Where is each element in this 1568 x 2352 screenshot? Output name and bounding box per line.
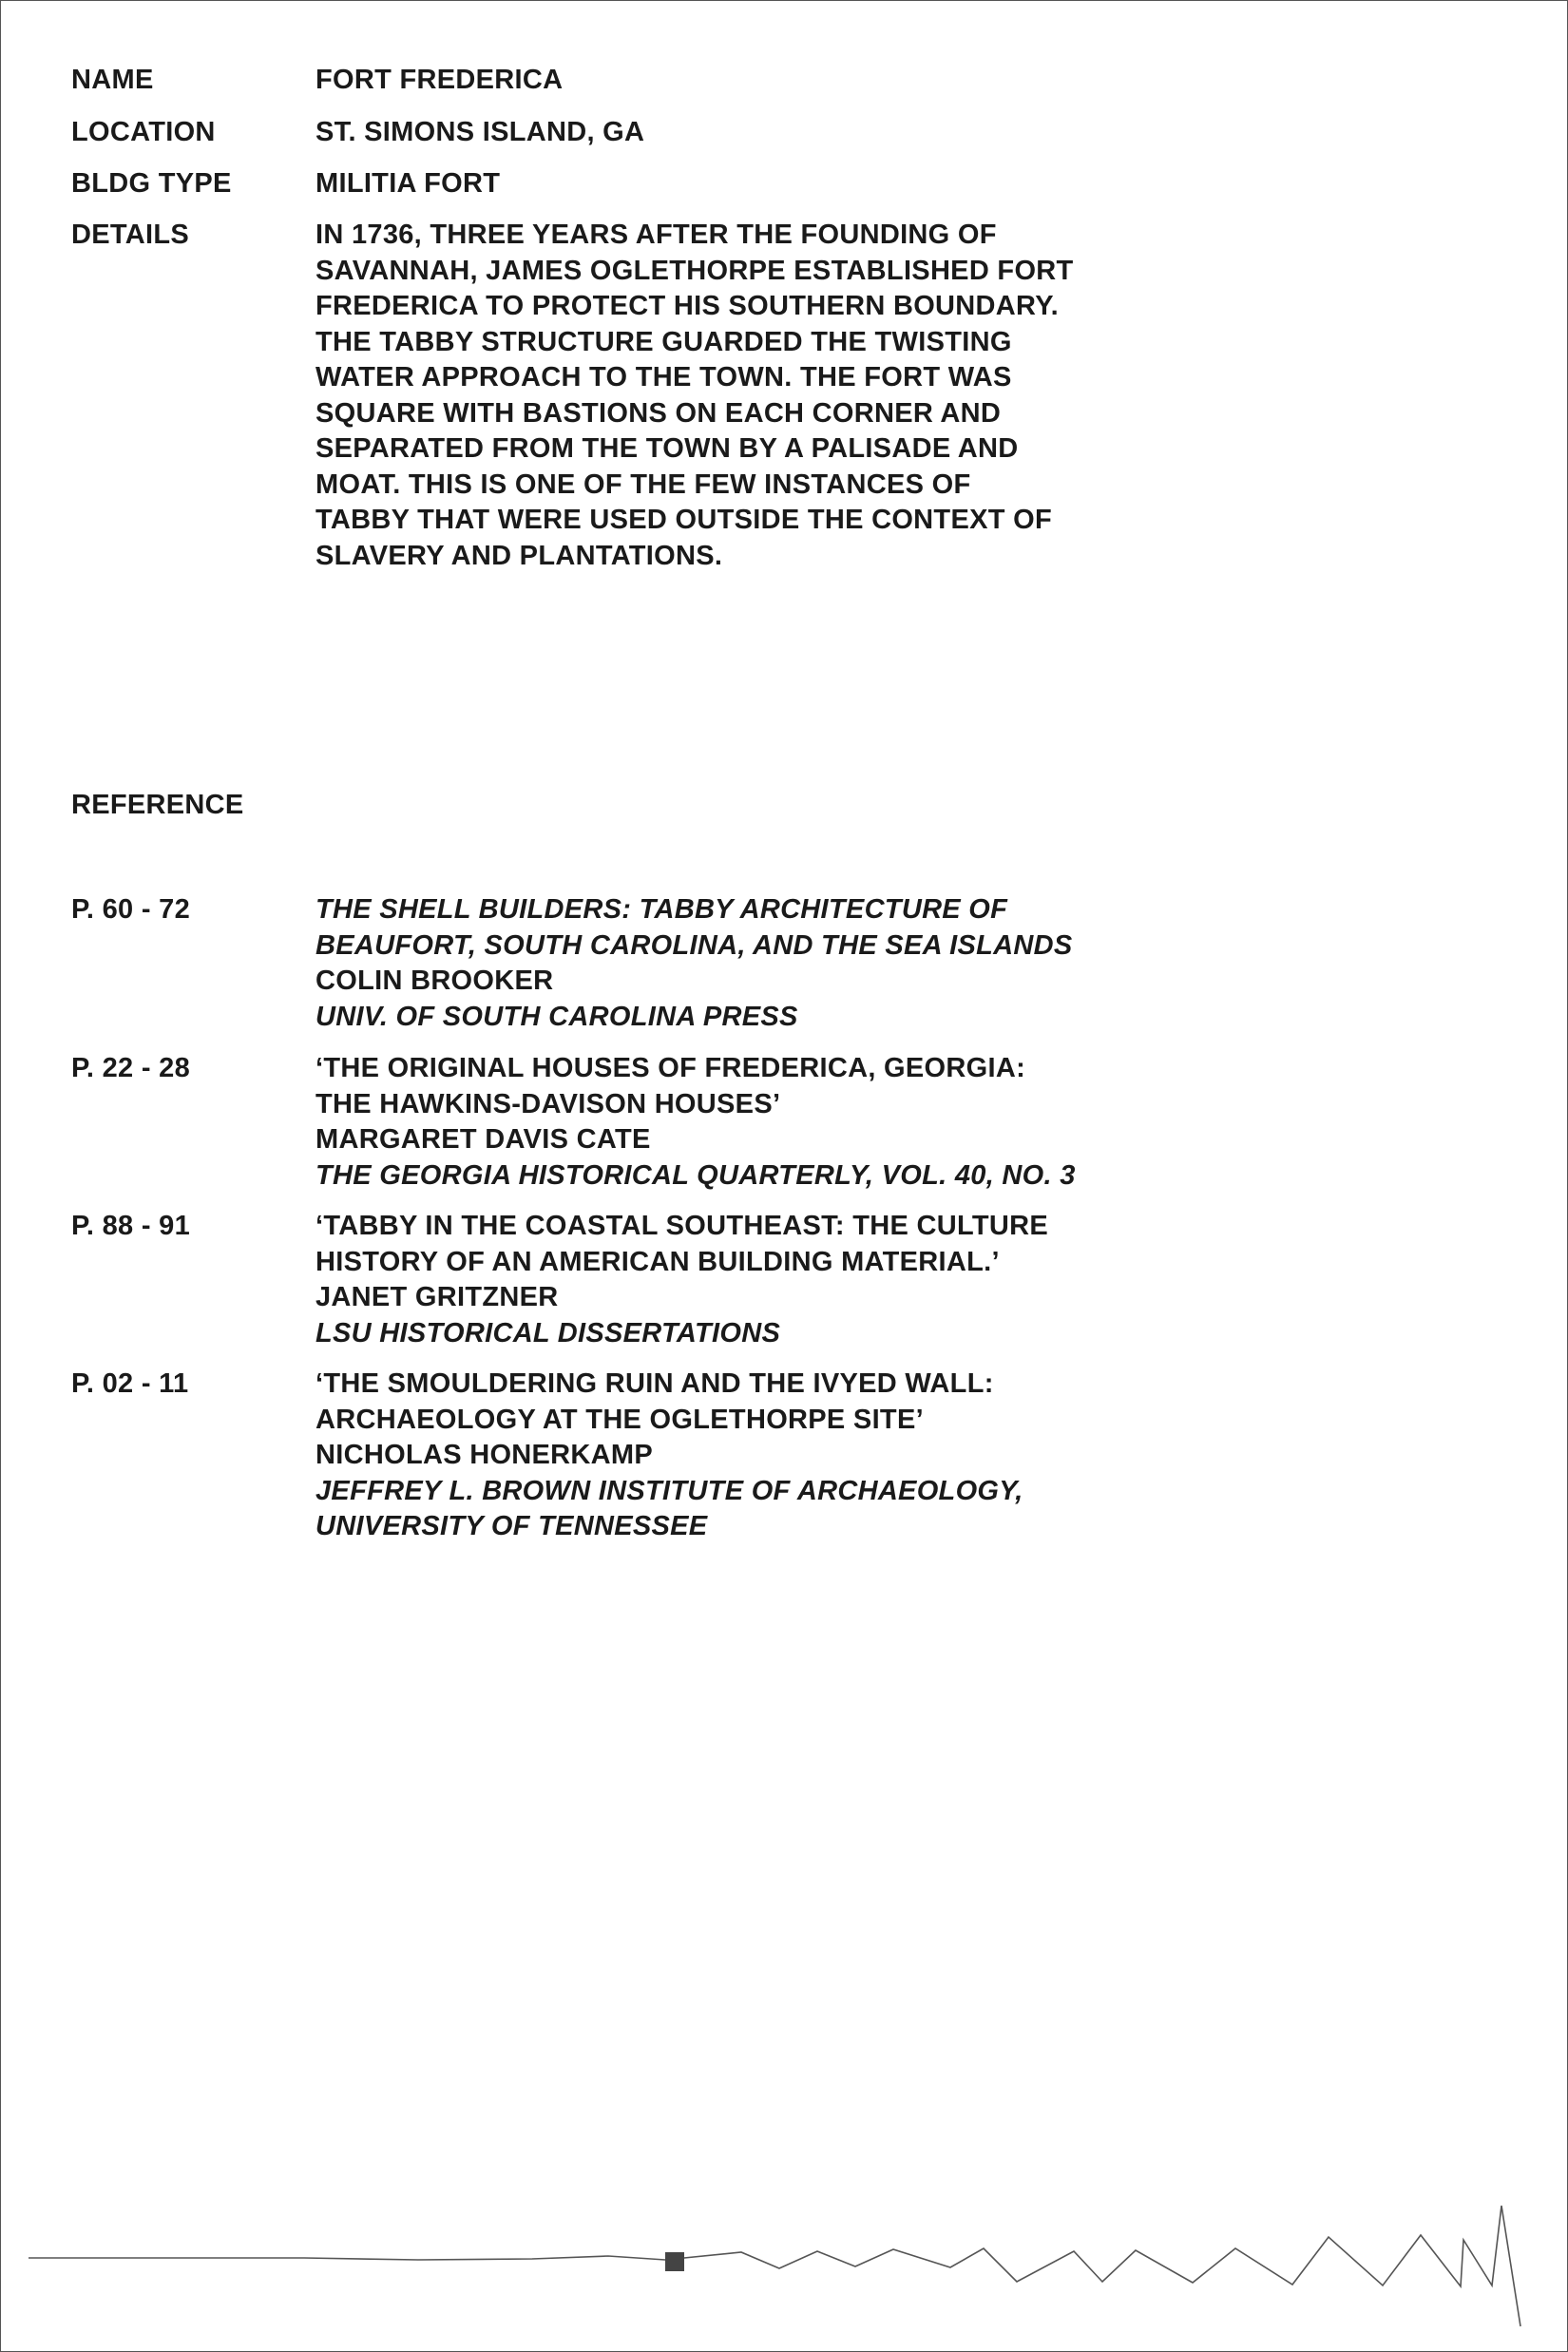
reference-title-line: ‘THE SMOULDERING RUIN AND THE IVYED WALL:	[316, 1368, 994, 1399]
details-label: DETAILS	[71, 220, 190, 250]
reference-title-line: THE HAWKINS-DAVISON HOUSES’	[316, 1088, 781, 1119]
details-line: THE TABBY STRUCTURE GUARDED THE TWISTING	[316, 326, 1012, 357]
location-value: ST. SIMONS ISLAND, GA	[316, 117, 645, 147]
details-line: SLAVERY AND PLANTATIONS.	[316, 540, 723, 571]
details-line: SAVANNAH, JAMES OGLETHORPE ESTABLISHED FORT	[316, 255, 1074, 286]
reference-pages: P. 02 - 11	[71, 1368, 189, 1399]
details-line: SEPARATED FROM THE TOWN BY A PALISADE AND	[316, 433, 1019, 464]
reference-author: JANET GRITZNER	[316, 1282, 559, 1312]
reference-pages: P. 60 - 72	[71, 894, 191, 925]
name-label: NAME	[71, 65, 154, 95]
details-line: TABBY THAT WERE USED OUTSIDE THE CONTEXT OF	[316, 505, 1052, 535]
reference-heading: REFERENCE	[71, 790, 244, 820]
reference-title-line: ‘THE ORIGINAL HOUSES OF FREDERICA, GEORGIA:	[316, 1053, 1026, 1083]
details-line: SQUARE WITH BASTIONS ON EACH CORNER AND	[316, 397, 1002, 429]
details-line: FREDERICA TO PROTECT HIS SOUTHERN BOUNDARY.	[316, 291, 1059, 321]
reference-publisher-line: LSU HISTORICAL DISSERTATIONS	[316, 1317, 781, 1348]
reference-title-line: BEAUFORT, SOUTH CAROLINA, AND THE SEA ISLANDS	[316, 929, 1073, 961]
reference-author: COLIN BROOKER	[316, 966, 554, 996]
reference-pages: P. 22 - 28	[71, 1053, 191, 1083]
wave-path	[29, 2206, 1520, 2326]
reference-title-line: ‘TABBY IN THE COASTAL SOUTHEAST: THE CULTURE	[316, 1211, 1048, 1241]
details-line: MOAT. THIS IS ONE OF THE FEW INSTANCES OF	[316, 468, 971, 500]
position-marker	[665, 2252, 684, 2271]
reference-author: NICHOLAS HONERKAMP	[316, 1440, 654, 1470]
reference-title-line: HISTORY OF AN AMERICAN BUILDING MATERIAL.’	[316, 1246, 1000, 1277]
reference-pages: P. 88 - 91	[71, 1211, 191, 1241]
reference-title-line: ARCHAEOLOGY AT THE OGLETHORPE SITE’	[316, 1404, 924, 1435]
reference-publisher-line: JEFFREY L. BROWN INSTITUTE OF ARCHAEOLOGY,	[316, 1475, 1023, 1506]
reference-publisher-line: UNIVERSITY OF TENNESSEE	[316, 1511, 708, 1541]
details-line: IN 1736, THREE YEARS AFTER THE FOUNDING OF	[316, 220, 997, 250]
details-line: WATER APPROACH TO THE TOWN. THE FORT WAS	[316, 362, 1012, 392]
reference-author: MARGARET DAVIS CATE	[316, 1124, 651, 1155]
location-label: LOCATION	[71, 117, 216, 147]
bldg-type-label: BLDG TYPE	[71, 168, 232, 199]
reference-publisher-line: UNIV. OF SOUTH CAROLINA PRESS	[316, 1001, 798, 1032]
reference-publisher-line: THE GEORGIA HISTORICAL QUARTERLY, VOL. 40, NO. 3	[316, 1159, 1076, 1191]
bldg-type-value: MILITIA FORT	[316, 168, 501, 199]
name-value: FORT FREDERICA	[316, 65, 564, 95]
reference-title-line: THE SHELL BUILDERS: TABBY ARCHITECTURE OF	[316, 894, 1008, 925]
